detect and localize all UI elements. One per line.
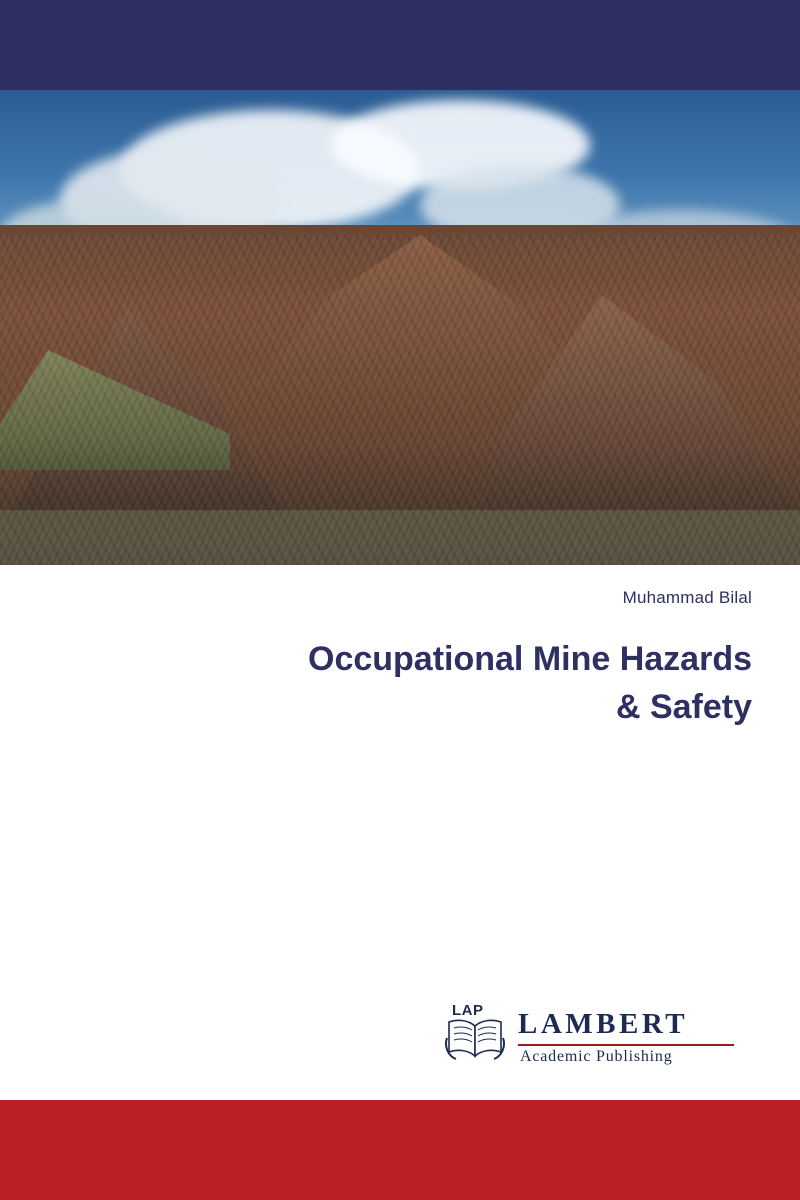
book-title-line-1: Occupational Mine Hazards: [308, 640, 752, 678]
shadow-overlay: [0, 445, 800, 565]
top-color-band: [0, 0, 800, 90]
publisher-logo: [444, 1004, 734, 1070]
book-title-line-2: & Safety: [615, 688, 752, 727]
bottom-color-band: [0, 1100, 800, 1200]
publisher-tagline: Academic Publishing: [520, 1048, 673, 1065]
open-book-icon: [444, 1014, 506, 1062]
mountain-range: [0, 235, 800, 565]
book-title: [52, 635, 752, 732]
publisher-mark: LAP: [452, 1002, 484, 1019]
publisher-name: LAMBERT: [518, 1008, 689, 1040]
logo-divider: [518, 1044, 734, 1046]
author-name: Muhammad Bilal: [622, 588, 752, 607]
cover-photograph: [0, 90, 800, 565]
